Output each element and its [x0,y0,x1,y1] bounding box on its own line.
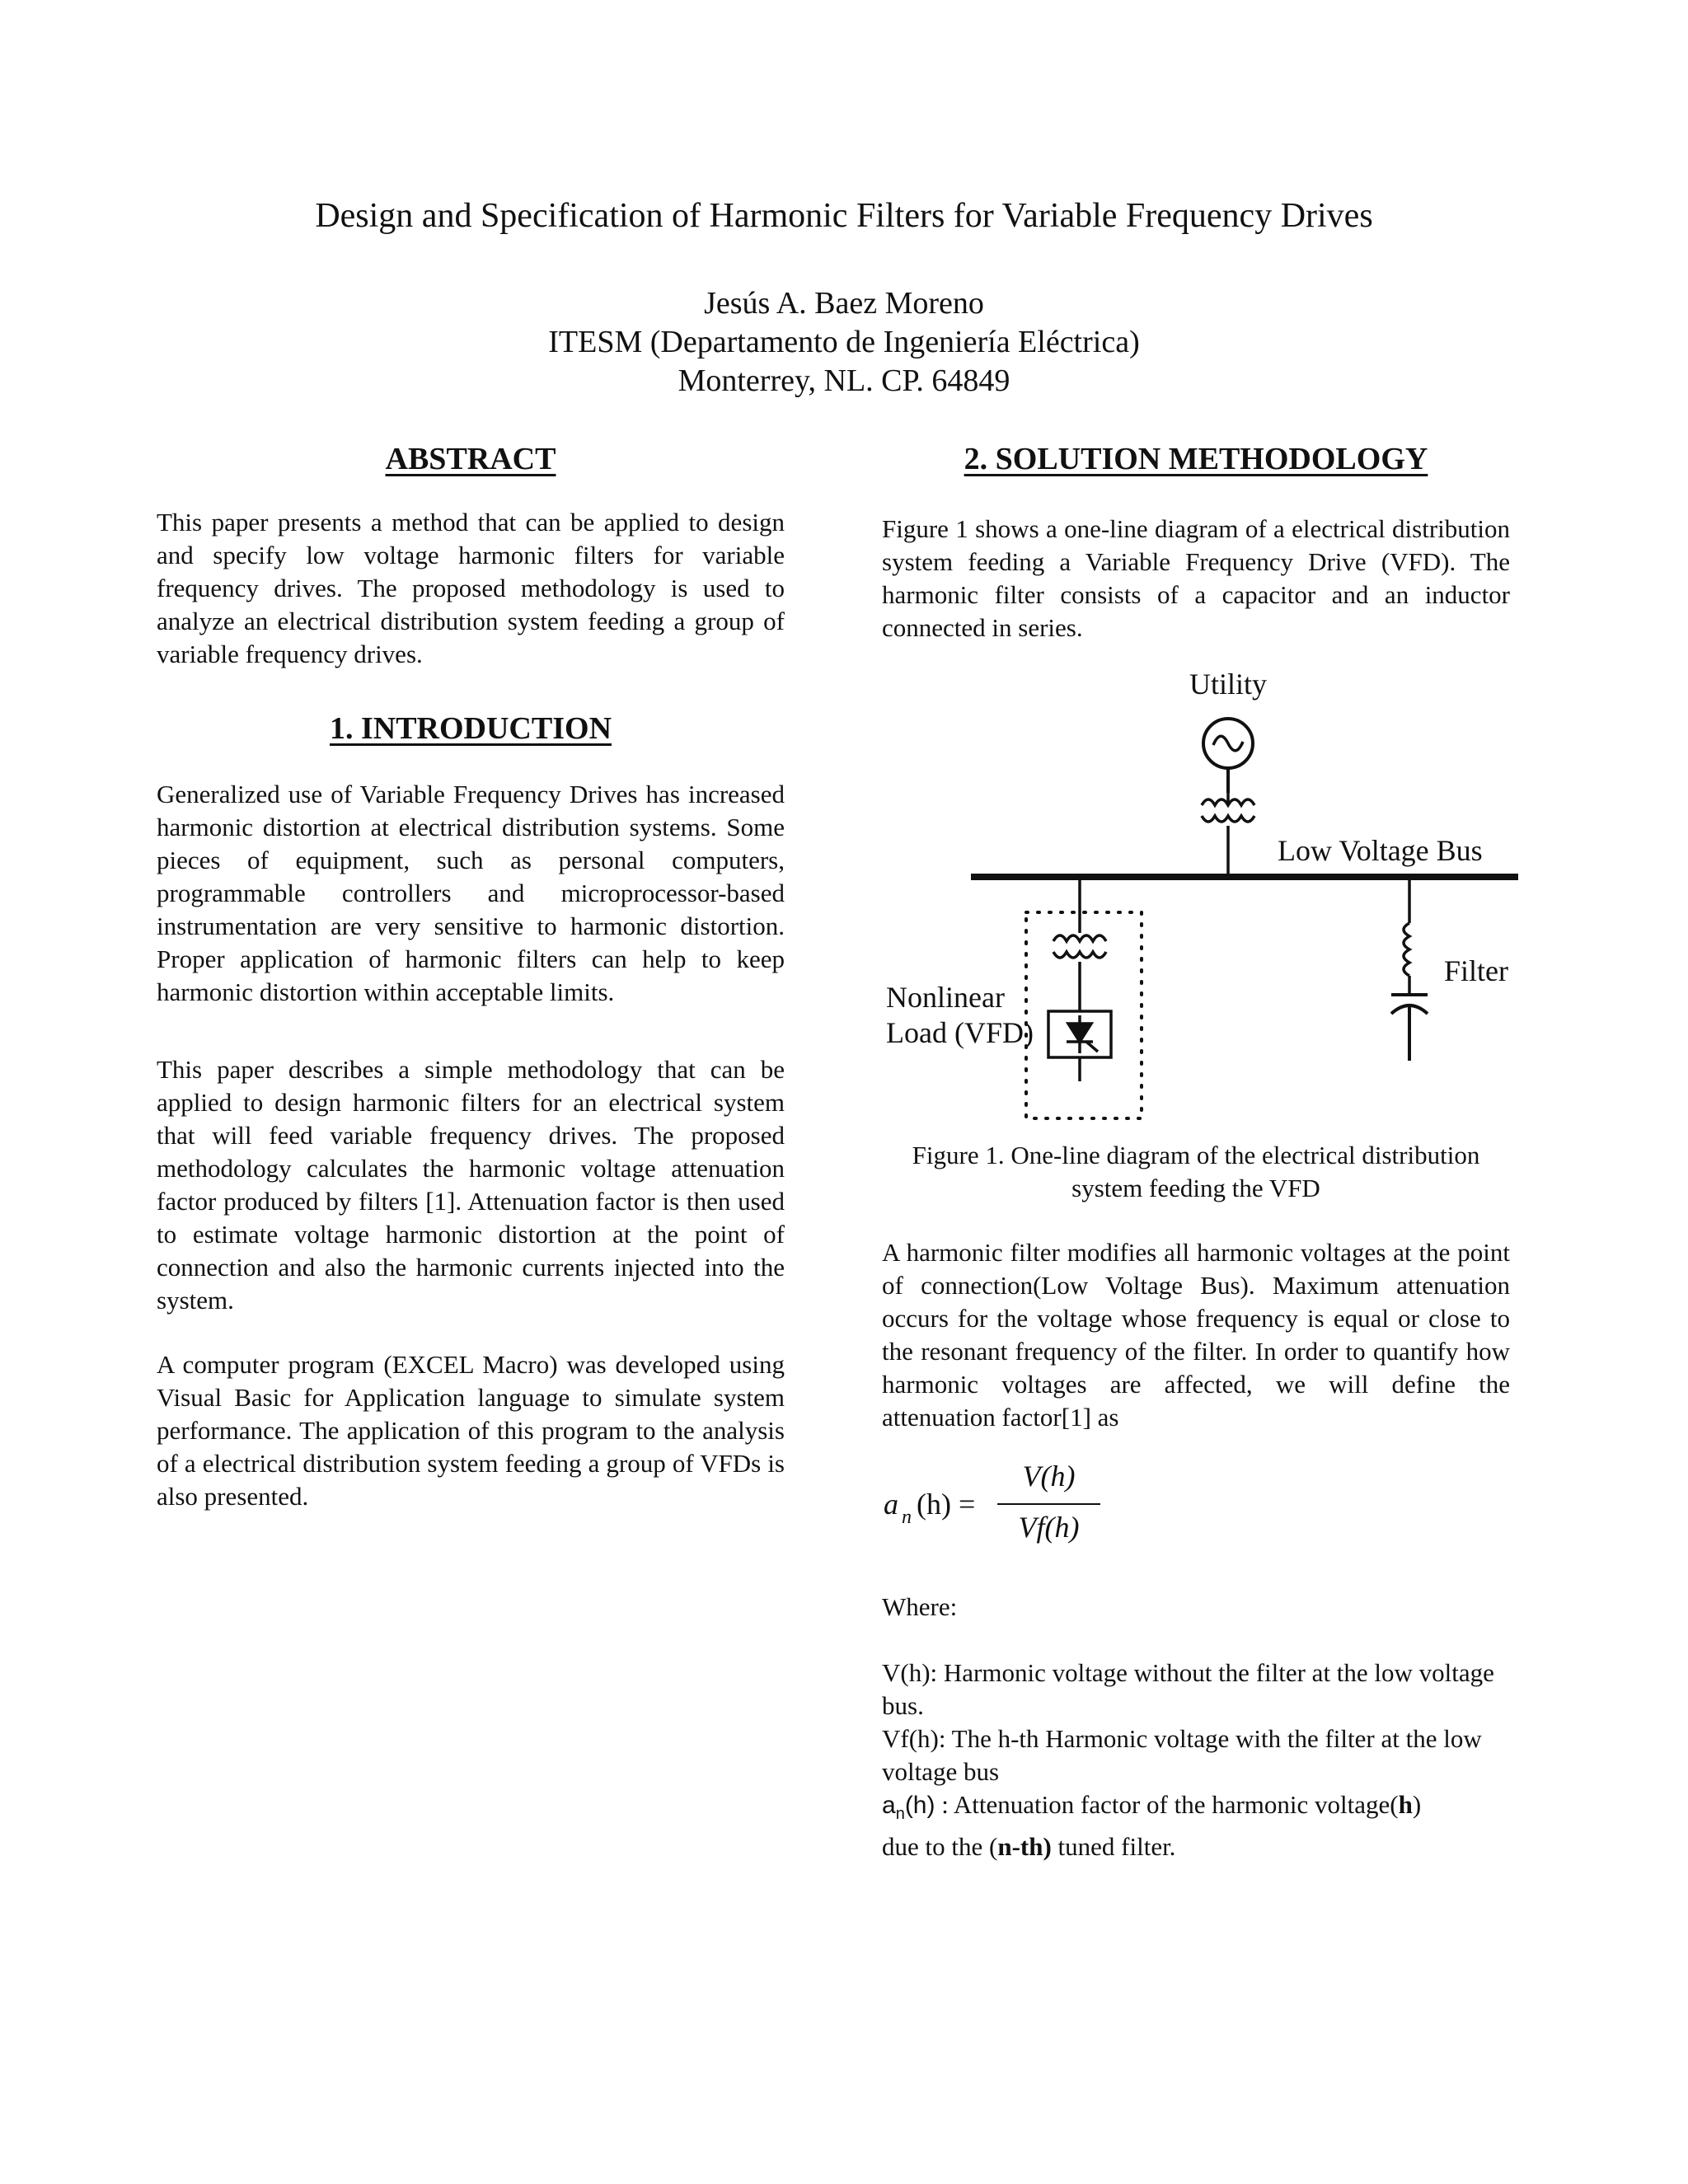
def-an-text-c: due to the ( [882,1832,998,1862]
vfd-dotted-boundary [1026,912,1142,1118]
filter-inductor-icon [1404,877,1409,995]
caption-line-1: Figure 1. One-line diagram of the electrical distribution [912,1141,1480,1169]
def-an-sub: n [895,1805,905,1824]
methodology-paragraph-2: A harmonic filter modifies all harmonic voltages at the point of connection(Low Voltage Bus). Maximum attenuation occurs for the voltage whose frequency is equal or close to the resonant frequency of the filter. In order to quantify how harmonic voltages are affected, we will define the attenuation factor[1] as [882,1238,1510,1432]
definition-vf: Vf(h): The h-th Harmonic voltage with the filter at the low voltage bus [882,1724,1482,1786]
intro-paragraph-1: Generalized use of Variable Frequency Drives has increased harmonic distortion at electrical distribution systems. Some pieces of equipment, such as personal computers, programmable controllers and microprocessor-based instrumentation are very sensitive to harmonic distortion. Proper application of harmonic filters can help to keep harmonic distortion within acceptable limits. [157,780,785,1006]
figure-caption [882,1139,1510,1205]
def-an-symbol: a [882,1792,896,1819]
bus-label: Low Voltage Bus [1278,834,1483,867]
filter-label: Filter [1444,954,1508,987]
paper-title: Design and Specification of Harmonic Filters for Variable Frequency Drives [315,197,1373,235]
one-line-diagram [874,661,1533,1122]
definition-v: V(h): Harmonic voltage without the filter at the low voltage bus. [882,1658,1494,1720]
eq-fraction-bar [997,1503,1100,1505]
author-address: Monterrey, NL. CP. 64849 [678,363,1010,398]
def-an-bold-h: h [1398,1790,1413,1819]
right-column [882,441,1510,1863]
abstract-text: This paper presents a method that can be applied to design and specify low voltage harmonic filters for variable frequency drives. The proposed methodology is used to analyze an electrical distribution system feeding a group of variable frequency drives. [157,508,785,668]
def-an-text-b: ) [1412,1790,1422,1819]
methodology-paragraph-1: Figure 1 shows a one-line diagram of a electrical distribution system feeding a Variable Frequency Drive (VFD). The harmonic filter consists of a capacitor and an inductor connected in series. [882,514,1510,642]
attenuation-equation [882,1459,1510,1558]
left-column [157,441,785,1513]
eq-numerator: V(h) [1022,1460,1076,1493]
filter-capacitor-icon [1391,995,1428,1061]
where-label: Where: [882,1592,958,1621]
eq-lhs-sub: n [902,1507,912,1528]
def-an-arg: (h) [904,1792,935,1819]
introduction-heading: 1. INTRODUCTION [329,711,612,746]
eq-lhs-arg: (h) = [917,1488,976,1521]
def-an-bold-nth: n-th) [997,1832,1052,1862]
load-label-line-1: Nonlinear [886,981,1005,1014]
load-label-line-2: Load (VFD) [886,1016,1034,1049]
intro-paragraph-2: This paper describes a simple methodology that can be applied to design harmonic filters for an electrical system that will feed variable frequency drives. The proposed methodology calculates the harmonic voltage attenuation factor produced by filters [1]. Attenuation factor is then used to estimate voltage harmonic distortion at the point of connection and also the harmonic currents injected into the system. [157,1055,785,1315]
eq-lhs-a: a [884,1488,898,1521]
utility-label: Utility [1189,668,1268,701]
def-an-text-d: tuned filter. [1051,1832,1176,1862]
utility-transformer-icon [1202,793,1254,875]
load-transformer-icon [1053,877,1106,1011]
abstract-heading: ABSTRACT [385,442,556,476]
author-block [0,284,1688,401]
definition-an [882,1788,1510,1863]
author-affiliation: ITESM (Departamento de Ingeniería Eléctrica) [548,325,1140,359]
author-name: Jesús A. Baez Moreno [704,286,984,321]
eq-denominator: Vf(h) [1018,1511,1080,1544]
methodology-heading: 2. SOLUTION METHODOLOGY [964,442,1428,476]
vfd-thyristor-icon [1048,1011,1111,1081]
intro-paragraph-3: A computer program (EXCEL Macro) was developed using Visual Basic for Application language to simulate system performance. The application of this program to the analysis of a electrical distribution system feeding a group of VFDs is also presented. [157,1350,785,1511]
ac-source-icon [1203,719,1253,793]
caption-line-2: system feeding the VFD [1071,1174,1320,1202]
def-an-text-a: : Attenuation factor of the harmonic voltage( [935,1790,1399,1819]
